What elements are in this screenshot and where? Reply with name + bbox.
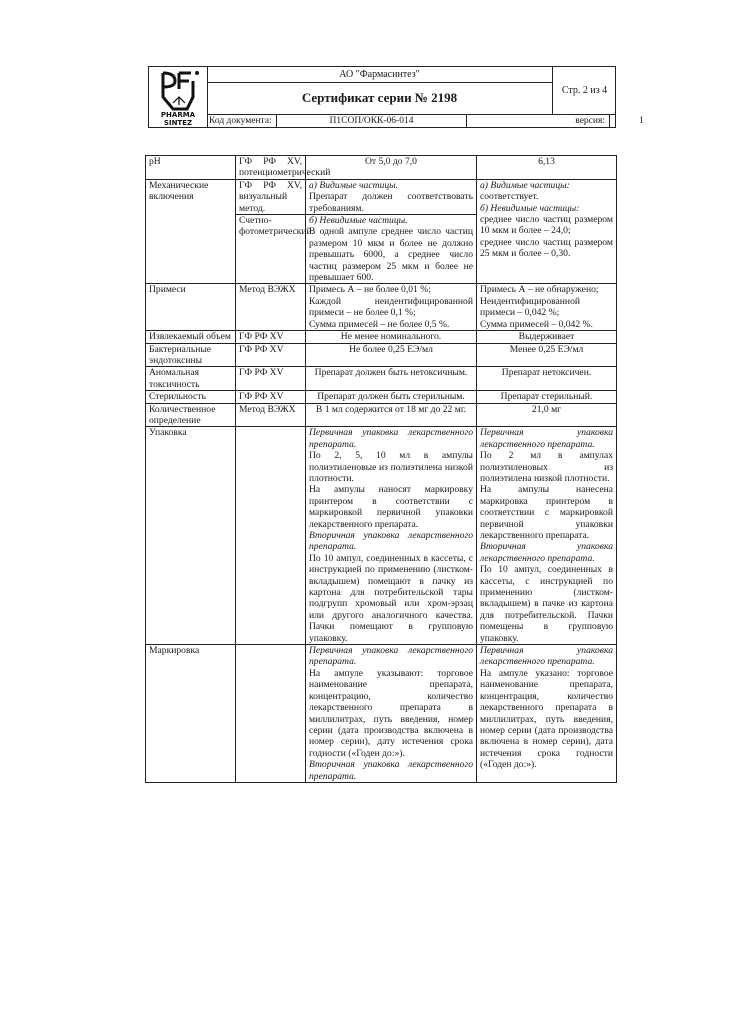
result-cell xyxy=(477,179,617,284)
cell-text: По 10 ампул, соединенных в кассеты, с инструкцией по применению (листком-вкладышем) в пачке из картона для потребительской. Пачки помещены в групповую упаковку. xyxy=(480,564,613,644)
result-cell xyxy=(477,391,617,403)
requirement-cell xyxy=(306,403,477,427)
cell-text: б) Невидимые частицы: xyxy=(480,202,580,214)
requirement-cell xyxy=(306,331,477,343)
table-row-mechanical-inclusions xyxy=(146,179,617,214)
result-cell xyxy=(477,367,617,391)
cell-text: Примеси xyxy=(149,284,186,296)
parameter-cell xyxy=(146,645,236,783)
table-row-extractable-volume xyxy=(146,331,617,343)
method-cell xyxy=(236,331,306,343)
requirement-cell xyxy=(306,215,477,284)
doc-code: П1СОП/ОКК-06-014 xyxy=(277,115,467,128)
result-cell xyxy=(477,331,617,343)
method-cell xyxy=(236,367,306,391)
table-row-sterility xyxy=(146,391,617,403)
result-cell xyxy=(477,343,617,367)
result-cell xyxy=(477,427,617,645)
cell-text: Метод ВЭЖХ xyxy=(239,403,296,415)
cell-text: Примесь А – не обнаружено; xyxy=(480,284,599,296)
page-number: Стр. 2 из 4 xyxy=(552,67,616,114)
requirement-cell xyxy=(306,156,477,180)
cell-text: Вторичная упаковка лекарственного препарата. xyxy=(309,759,473,782)
certificate-title: Сертификат серии № 2198 xyxy=(301,90,458,105)
cell-text: Препарат должен быть стерильным. xyxy=(317,391,465,403)
cell-text: ГФ РФ XV xyxy=(239,331,284,343)
cell-text: По 10 ампул, соединенных в кассеты, с инструкцией по применению (листком-вкладышем) помещают в пачку из картона для потребительской тары подгрупп хромовый или хром-эрзац или другого аналогичного качества. Пачки помещают в групповую упаковку. xyxy=(309,552,473,644)
cell-text: На ампуле указывают: торговое наименование препарата, концентрацию, количество лекарственного препарата в миллилитрах, путь введения, номер серии (дата производства включена в номер серии), дату истечения срока годности («Годен до:»). xyxy=(309,667,473,759)
pharmasintez-logo xyxy=(149,67,208,127)
cell-text: среднее число частиц размером 25 мкм и более – 0,30. xyxy=(480,236,613,260)
table-row-bacterial-endotoxins xyxy=(146,343,617,367)
parameter-cell xyxy=(146,391,236,403)
parameter-cell xyxy=(146,179,236,284)
document-code-bar xyxy=(207,114,644,128)
parameter-cell xyxy=(146,284,236,331)
cell-text: Стерильность xyxy=(149,391,206,403)
requirement-cell xyxy=(306,179,477,214)
requirement-cell xyxy=(306,367,477,391)
cell-text: Первичная упаковка лекарственного препарата. xyxy=(480,427,613,450)
table-row-impurities xyxy=(146,284,617,331)
cell-text: Первичная упаковка лекарственного препарата. xyxy=(309,645,473,668)
version-label: версия: xyxy=(467,115,610,128)
method-cell xyxy=(236,179,306,214)
parameter-cell xyxy=(146,156,236,180)
company-name: АО "Фармасинтез" xyxy=(207,67,552,83)
requirement-cell xyxy=(306,343,477,367)
cell-text: 21,0 мг xyxy=(531,403,562,415)
table-row-packaging xyxy=(146,427,617,645)
cell-text: ГФ РФ XV, потенциометрический xyxy=(239,156,331,179)
cell-text: Аномальная токсичность xyxy=(149,367,200,390)
cell-text: а) Видимые частицы. xyxy=(309,179,399,191)
method-cell xyxy=(236,215,315,284)
cell-text: Каждой неидентифицированной примеси – не более 0,1 %; xyxy=(309,295,473,319)
parameter-cell xyxy=(146,343,236,367)
parameter-cell xyxy=(146,403,236,427)
cell-text: На ампулы нанесена маркировка принтером в соответствии с маркировкой первичной упаковки лекарственного препарата. xyxy=(480,484,613,541)
cell-text: Препарат должен быть нетоксичным. xyxy=(314,367,468,379)
cell-text: Сумма примесей – 0,042 %. xyxy=(480,318,593,330)
cell-text: По 2 мл в ампулах полиэтиленовых из полиэтилена низкой плотности. xyxy=(480,450,613,484)
cell-text: среднее число частиц размером 10 мкм и более – 24,0; xyxy=(480,214,613,237)
cell-text: б) Невидимые частицы. xyxy=(309,215,408,227)
requirement-cell xyxy=(306,391,477,403)
method-cell xyxy=(236,156,331,180)
cell-text: Препарат должен соответствовать требованиям. xyxy=(309,191,473,214)
cell-text: Неидентифицированной примеси – 0,042 %; xyxy=(480,295,580,319)
method-cell xyxy=(236,645,306,783)
parameter-cell xyxy=(146,367,236,391)
cell-text: Механические включения xyxy=(149,179,209,203)
cell-text: Упаковка xyxy=(149,427,187,439)
cell-text: pH xyxy=(149,156,161,167)
method-cell xyxy=(236,403,306,427)
result-cell xyxy=(477,284,617,331)
method-cell xyxy=(236,284,306,331)
cell-text: ГФ РФ XV xyxy=(239,367,284,379)
cell-text: Вторичная упаковка лекарственного препарата. xyxy=(480,541,613,564)
cell-text: Бактериальные эндотоксины xyxy=(149,343,212,366)
requirement-cell xyxy=(306,427,477,645)
parameter-cell xyxy=(146,331,236,343)
cell-text: Препарат нетоксичен. xyxy=(501,367,592,379)
cell-text: соответствует. xyxy=(480,191,539,203)
cell-text: Выдерживает xyxy=(518,331,575,343)
requirement-cell xyxy=(306,645,477,783)
cell-text: ГФ РФ XV xyxy=(239,343,284,355)
cell-text: В 1 мл содержится от 18 мг до 22 мг. xyxy=(315,403,467,415)
cell-text: а) Видимые частицы: xyxy=(480,179,570,191)
table-row-labeling xyxy=(146,645,617,783)
cell-text: 6,13 xyxy=(538,156,555,167)
svg-text:PHARMA: PHARMA xyxy=(160,111,196,119)
cell-text: Первичная упаковка лекарственного препарата. xyxy=(480,645,613,668)
cell-text: На ампулы наносят маркировку принтером в соответствии с маркировкой первичной упаковки лекарственного препарата. xyxy=(309,484,473,530)
document-header xyxy=(148,66,644,128)
cell-text: Не более 0,25 ЕЭ/мл xyxy=(349,343,433,355)
cell-text: Вторичная упаковка лекарственного препарата. xyxy=(309,530,473,553)
cell-text: Не менее номинального. xyxy=(340,331,442,343)
table-row-assay xyxy=(146,403,617,427)
svg-text:SINTEZ: SINTEZ xyxy=(163,119,193,127)
cell-text: Счетно-фотометрический. xyxy=(239,215,315,238)
cell-text: Извлекаемый объем xyxy=(149,331,231,343)
cell-text: ГФ РФ XV, визуальный метод. xyxy=(239,179,302,214)
cell-text: Сумма примесей – не более 0,5 %. xyxy=(309,318,450,330)
doc-code-label: Код документа: xyxy=(207,115,277,128)
result-cell xyxy=(477,645,617,783)
cell-text: ГФ РФ XV xyxy=(239,391,284,403)
method-cell xyxy=(236,427,306,645)
cell-text: Первичная упаковка лекарственного препарата. xyxy=(309,427,473,450)
table-row-abnormal-toxicity xyxy=(146,367,617,391)
table-row-ph xyxy=(146,156,617,180)
cell-text: На ампуле указано: торговое наименование препарата, концентрация, количество лекарственного препарата в миллилитрах, путь введения, номер серии (дата производства включена в номер серии), дата истечения срока годности («Годен до:»). xyxy=(480,667,613,771)
cell-text: Препарат стерильный. xyxy=(500,391,593,403)
cell-text: Метод ВЭЖХ xyxy=(239,284,296,296)
version-value: 1 xyxy=(639,116,644,126)
cell-text: Количественное определение xyxy=(149,403,216,426)
method-cell xyxy=(236,343,306,367)
cell-text: По 2, 5, 10 мл в ампулы полиэтиленовые из полиэтилена низкой плотности. xyxy=(309,450,473,484)
requirement-cell xyxy=(306,284,477,331)
certificate-results-table xyxy=(145,155,617,783)
cell-text: От 5,0 до 7,0 xyxy=(365,156,417,167)
parameter-cell xyxy=(146,427,236,645)
cell-text: В одной ампуле среднее число частиц размером 10 мкм и более не должно превышать 6000, а среднее число частиц размером 25 мкм и более не превышает 600. xyxy=(309,226,473,284)
cell-text: Маркировка xyxy=(149,645,200,657)
result-cell xyxy=(477,156,617,180)
cell-text: Менее 0,25 ЕЭ/мл xyxy=(509,343,584,355)
cell-text: Примесь А – не более 0,01 %; xyxy=(309,284,431,296)
method-cell xyxy=(236,391,306,403)
result-cell xyxy=(477,403,617,427)
